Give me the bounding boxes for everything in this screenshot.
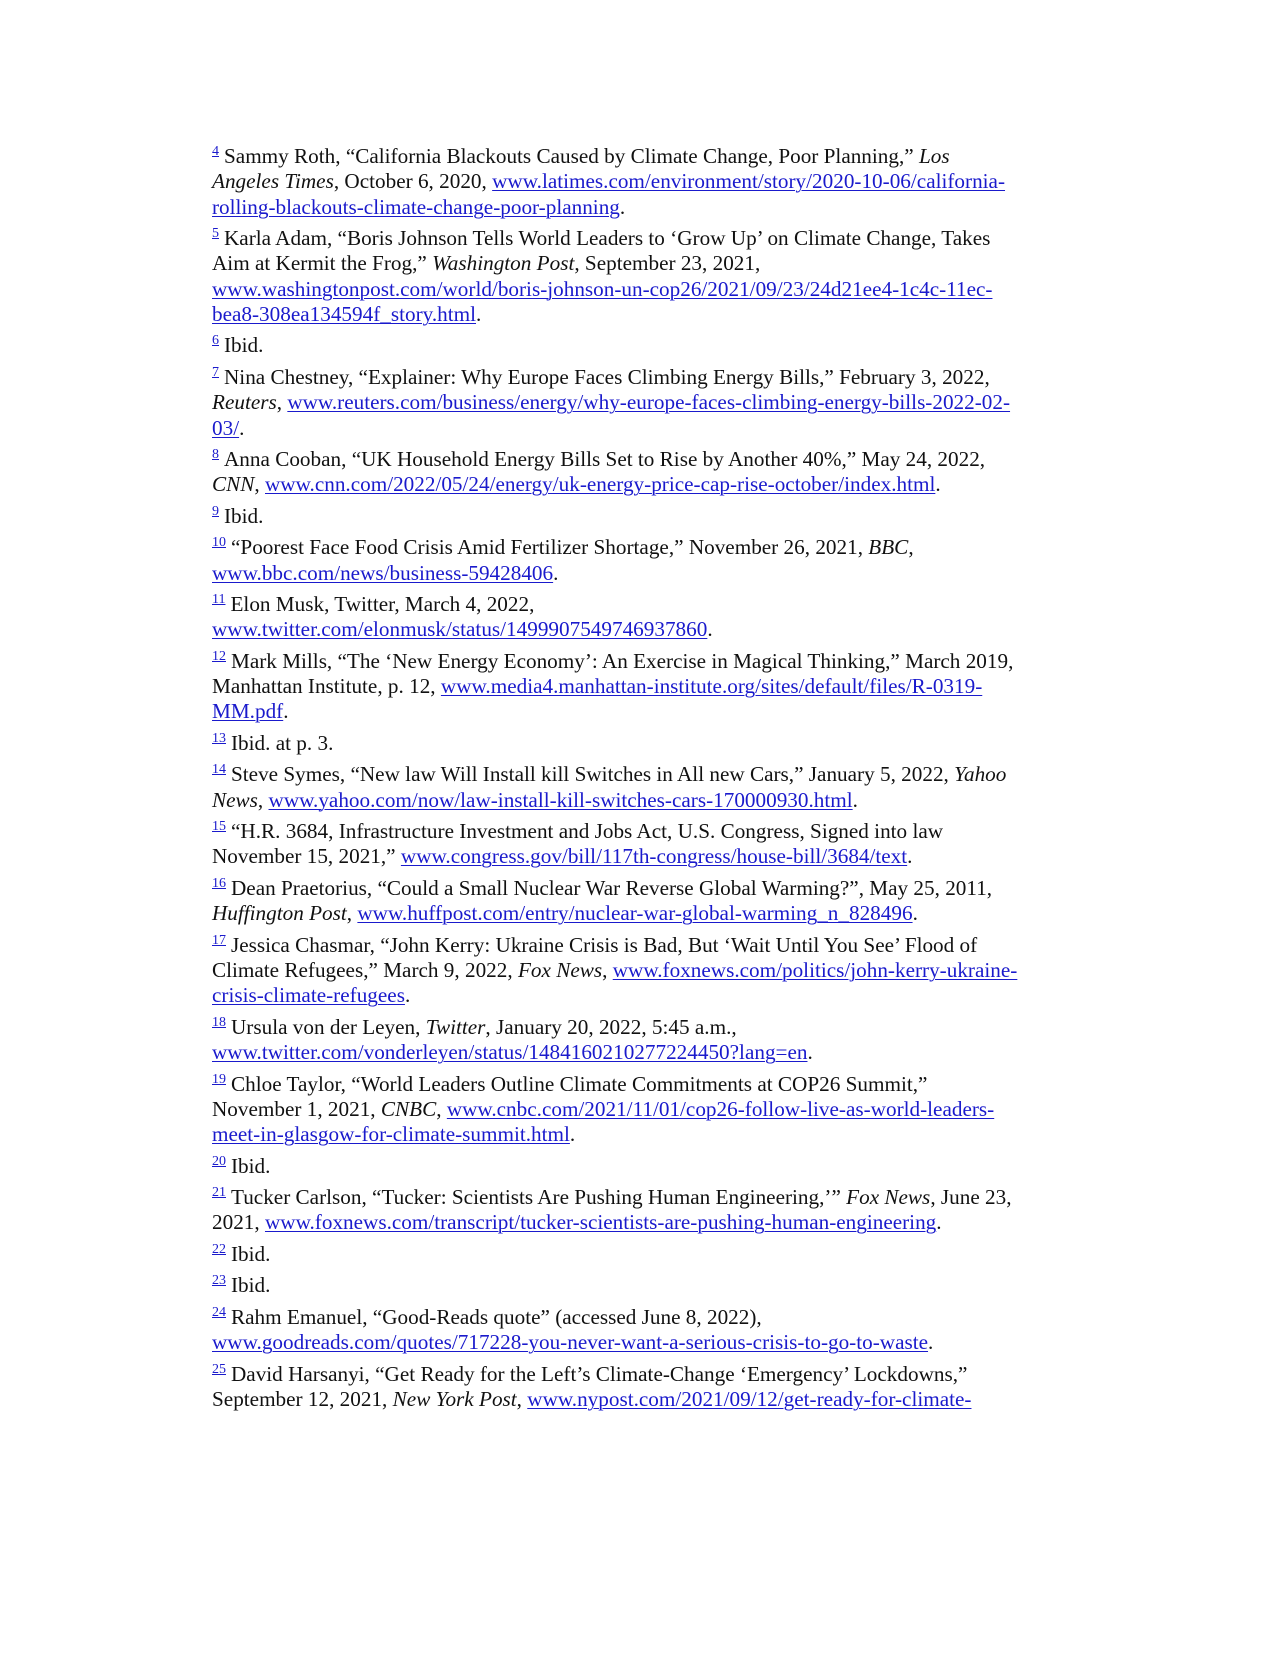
citation-text: ,	[602, 958, 613, 983]
footnote-line	[212, 1387, 1072, 1412]
citation-text: Ibid.	[231, 1153, 271, 1178]
citation-url-link[interactable]: www.washingtonpost.com/world/boris-johnson-un-cop26/2021/09/23/24d21ee4-1c4c-11ec-	[212, 276, 993, 301]
footnote-line	[212, 901, 1072, 926]
footnote-line	[212, 592, 1072, 617]
footnote-number-link[interactable]: 9	[212, 503, 219, 519]
footnote-number-link[interactable]: 21	[212, 1185, 226, 1201]
citation-text: “H.R. 3684, Infrastructure Investment and Jobs Act, U.S. Congress, Signed into law	[231, 819, 944, 844]
footnote-line	[212, 958, 1072, 983]
citation-text: .	[935, 472, 941, 497]
footnote-number-link[interactable]: 11	[212, 592, 226, 608]
citation-text: David Harsanyi, “Get Ready for the Left’s Climate-Change ‘Emergency’ Lockdowns,”	[231, 1361, 968, 1386]
citation-text: Mark Mills, “The ‘New Energy Economy’: An Exercise in Magical Thinking,” March 2019,	[231, 648, 1014, 673]
citation-text: Ursula von der Leyen,	[231, 1014, 426, 1039]
footnote-number-link[interactable]: 20	[212, 1153, 226, 1169]
citation-text: “Poorest Face Food Crisis Amid Fertilizer Shortage,” November 26, 2021,	[231, 535, 869, 560]
footnote-6	[212, 333, 1072, 358]
publication-title: News	[212, 787, 258, 812]
footnote-number-link[interactable]: 24	[212, 1304, 226, 1320]
footnote-number-link[interactable]: 12	[212, 648, 226, 664]
citation-url-link[interactable]: 03/	[212, 415, 240, 440]
citation-url-link[interactable]: www.media4.manhattan-institute.org/sites/default/files/R-0319-	[440, 674, 983, 699]
citation-url-link[interactable]: www.cnn.com/2022/05/24/energy/uk-energy-price-cap-rise-october/index.html	[265, 472, 936, 497]
citation-text: Dean Praetorius, “Could a Small Nuclear War Reverse Global Warming?”, May 25, 2011,	[231, 875, 993, 900]
footnote-number-link[interactable]: 4	[212, 144, 219, 159]
citation-text: .	[283, 699, 289, 724]
citation-text: November 1, 2021,	[212, 1096, 381, 1121]
footnote-line	[212, 731, 1072, 756]
footnote-line	[212, 535, 1072, 560]
footnote-13	[212, 731, 1072, 756]
footnote-line	[212, 844, 1072, 869]
footnote-16	[212, 876, 1072, 927]
footnote-7	[212, 365, 1072, 441]
footnote-line	[212, 762, 1072, 787]
footnote-number-link[interactable]: 22	[212, 1241, 226, 1257]
publication-title: New York Post	[392, 1387, 517, 1411]
footnote-line	[212, 277, 1072, 302]
footnote-line	[212, 333, 1072, 358]
citation-url-link[interactable]: www.huffpost.com/entry/nuclear-war-global-warming_n_828496	[357, 901, 913, 926]
footnote-line	[212, 699, 1072, 724]
citation-url-link[interactable]: www.cnbc.com/2021/11/01/cop26-follow-live-as-world-leaders-	[446, 1096, 995, 1121]
citation-text: .	[928, 1330, 934, 1355]
publication-title: CNN	[212, 472, 255, 497]
citation-text: ,	[346, 901, 358, 926]
footnote-number-link[interactable]: 14	[212, 762, 226, 778]
citation-url-link[interactable]: MM.pdf	[212, 699, 284, 724]
footnotes-page	[212, 144, 1072, 1418]
footnote-5	[212, 226, 1072, 327]
citation-url-link[interactable]: www.twitter.com/elonmusk/status/1499907549746937860	[212, 617, 708, 642]
footnote-line	[212, 169, 1072, 194]
citation-text: .	[807, 1040, 813, 1065]
citation-text: .	[707, 617, 713, 642]
footnote-10	[212, 535, 1072, 586]
citation-text: Ibid.	[231, 1241, 271, 1266]
footnote-line	[212, 1362, 1072, 1387]
footnote-line	[212, 1122, 1072, 1147]
citation-text: .	[476, 301, 482, 326]
footnote-line	[212, 1242, 1072, 1267]
footnote-15	[212, 819, 1072, 870]
footnote-number-link[interactable]: 17	[212, 932, 226, 948]
citation-text: September 12, 2021,	[212, 1387, 393, 1411]
citation-url-link[interactable]: www.nypost.com/2021/09/12/get-ready-for-climate-	[527, 1387, 972, 1411]
citation-text: , June 23,	[930, 1185, 1012, 1210]
citation-text: .	[404, 983, 411, 1008]
footnote-line	[212, 1040, 1072, 1065]
footnote-17	[212, 933, 1072, 1009]
publication-title: Huffington Post	[212, 901, 347, 926]
citation-text: .	[569, 1122, 576, 1147]
citation-text: Karla Adam, “Boris Johnson Tells World Leaders to ‘Grow Up’ on Climate Change, Takes	[224, 226, 991, 251]
footnote-line	[212, 1072, 1072, 1097]
citation-url-link[interactable]: www.bbc.com/news/business-59428406	[212, 560, 554, 585]
citation-text: ,	[908, 535, 914, 560]
footnote-line	[212, 876, 1072, 901]
citation-text: .	[936, 1210, 942, 1235]
footnote-23	[212, 1273, 1072, 1298]
footnote-number-link[interactable]: 15	[212, 819, 226, 835]
footnote-line	[212, 504, 1072, 529]
publication-title: Fox News	[846, 1185, 931, 1210]
citation-text: , October 6, 2020,	[333, 169, 493, 194]
footnote-line	[212, 144, 1072, 169]
footnote-19	[212, 1072, 1072, 1148]
footnote-number-link[interactable]: 19	[212, 1071, 226, 1087]
footnote-line	[212, 195, 1072, 220]
citation-text: , January 20, 2022, 5:45 a.m.,	[485, 1014, 737, 1039]
footnote-number-link[interactable]: 10	[212, 535, 226, 551]
footnote-line	[212, 983, 1072, 1008]
publication-title: Los	[918, 144, 950, 168]
footnote-line	[212, 1273, 1072, 1298]
citation-text: Manhattan Institute, p. 12,	[212, 674, 441, 699]
citation-text: Ibid.	[231, 1273, 271, 1298]
footnote-14	[212, 762, 1072, 813]
footnote-20	[212, 1154, 1072, 1179]
footnote-line	[212, 1154, 1072, 1179]
publication-title: Fox News	[517, 958, 603, 983]
citation-text: Ibid.	[224, 333, 264, 358]
footnote-line	[212, 1185, 1072, 1210]
footnote-number-link[interactable]: 18	[212, 1014, 226, 1030]
publication-title: CNBC	[380, 1096, 437, 1121]
footnote-line	[212, 933, 1072, 958]
footnote-line	[212, 302, 1072, 327]
citation-text: ,	[276, 390, 288, 415]
footnote-number-link[interactable]: 7	[212, 364, 219, 380]
citation-text: Climate Refugees,” March 9, 2022,	[212, 958, 518, 983]
citation-text: .	[553, 560, 559, 585]
footnote-line	[212, 251, 1072, 276]
citation-text: .	[907, 844, 913, 869]
footnote-line	[212, 472, 1072, 497]
citation-text: ,	[516, 1387, 528, 1411]
citation-text: Ibid. at p. 3.	[231, 730, 334, 755]
citation-text: Nina Chestney, “Explainer: Why Europe Faces Climbing Energy Bills,” February 3, 2022,	[224, 364, 990, 389]
footnote-line	[212, 617, 1072, 642]
footnote-line	[212, 1330, 1072, 1355]
footnote-number-link[interactable]: 13	[212, 730, 226, 746]
citation-text: Sammy Roth, “California Blackouts Caused by Climate Change, Poor Planning,”	[224, 144, 919, 168]
citation-url-link[interactable]: www.foxnews.com/politics/john-kerry-ukraine-	[612, 958, 1018, 983]
footnote-line	[212, 819, 1072, 844]
citation-text: ,	[254, 472, 265, 497]
citation-url-link[interactable]: www.foxnews.com/transcript/tucker-scientists-are-pushing-human-engineering	[264, 1210, 937, 1235]
footnote-11	[212, 592, 1072, 643]
footnote-line	[212, 561, 1072, 586]
publication-title: Angeles Times	[212, 169, 334, 194]
citation-text: Chloe Taylor, “World Leaders Outline Climate Commitments at COP26 Summit,”	[231, 1071, 928, 1096]
citation-text: Ibid.	[224, 503, 264, 528]
citation-url-link[interactable]: www.reuters.com/business/energy/why-europe-faces-climbing-energy-bills-2022-02-	[287, 390, 1011, 415]
footnote-line	[212, 649, 1072, 674]
citation-text: .	[619, 194, 626, 219]
footnote-number-link[interactable]: 16	[212, 875, 226, 891]
footnote-line	[212, 674, 1072, 699]
citation-url-link[interactable]: www.congress.gov/bill/117th-congress/house-bill/3684/text	[400, 844, 908, 869]
footnote-number-link[interactable]: 5	[212, 226, 219, 242]
footnote-line	[212, 1015, 1072, 1040]
footnote-line	[212, 365, 1072, 390]
citation-text: .	[912, 901, 918, 926]
citation-url-link[interactable]: www.yahoo.com/now/law-install-kill-switches-cars-170000930.html	[268, 787, 853, 812]
citation-text: Jessica Chasmar, “John Kerry: Ukraine Crisis is Bad, But ‘Wait Until You See’ Flood of	[231, 932, 978, 957]
citation-text: ,	[436, 1096, 447, 1121]
footnote-number-link[interactable]: 25	[212, 1361, 226, 1377]
footnote-line	[212, 788, 1072, 813]
citation-text: 2021,	[212, 1210, 265, 1235]
publication-title: Twitter	[425, 1014, 486, 1039]
footnote-line	[212, 1097, 1072, 1122]
citation-url-link[interactable]: meet-in-glasgow-for-climate-summit.html	[212, 1122, 570, 1147]
footnote-21	[212, 1185, 1072, 1236]
citation-text: Tucker Carlson, “Tucker: Scientists Are Pushing Human Engineering,’”	[231, 1185, 847, 1210]
footnote-number-link[interactable]: 8	[212, 447, 219, 463]
footnote-line	[212, 416, 1072, 441]
citation-text: Elon Musk, Twitter, March 4, 2022,	[230, 592, 535, 617]
footnote-line	[212, 1210, 1072, 1235]
footnote-9	[212, 504, 1072, 529]
publication-title: Yahoo	[954, 762, 1007, 787]
citation-url-link[interactable]: crisis-climate-refugees	[212, 983, 405, 1008]
footnote-line	[212, 1305, 1072, 1330]
citation-url-link[interactable]: bea8-308ea134594f_story.html	[212, 301, 476, 326]
citation-text: Steve Symes, “New law Will Install kill Switches in All new Cars,” January 5, 2022,	[231, 762, 955, 787]
citation-url-link[interactable]: rolling-blackouts-climate-change-poor-planning	[212, 194, 620, 219]
citation-url-link[interactable]: www.goodreads.com/quotes/717228-you-never-want-a-serious-crisis-to-go-to-waste	[212, 1330, 929, 1355]
citation-text: Anna Cooban, “UK Household Energy Bills Set to Rise by Another 40%,” May 24, 2022,	[224, 447, 986, 472]
citation-text: ,	[257, 787, 269, 812]
footnote-18	[212, 1015, 1072, 1066]
footnote-4	[212, 144, 1072, 220]
publication-title: Reuters	[212, 390, 277, 415]
citation-text: .	[239, 415, 245, 440]
citation-text: , September 23, 2021,	[574, 251, 761, 276]
publication-title: Washington Post	[432, 251, 575, 276]
footnote-8	[212, 447, 1072, 498]
footnote-12	[212, 649, 1072, 725]
citation-url-link[interactable]: www.latimes.com/environment/story/2020-10-06/california-	[492, 169, 1006, 194]
citation-text: Rahm Emanuel, “Good-Reads quote” (accessed June 8, 2022),	[231, 1304, 762, 1329]
citation-url-link[interactable]: www.twitter.com/vonderleyen/status/1484160210277224450?lang=en	[212, 1040, 808, 1065]
footnote-number-link[interactable]: 23	[212, 1273, 226, 1289]
publication-title: BBC	[868, 535, 909, 560]
citation-text: Aim at Kermit the Frog,”	[212, 251, 433, 276]
footnote-24	[212, 1305, 1072, 1356]
footnote-number-link[interactable]: 6	[212, 333, 219, 349]
citation-text: November 15, 2021,”	[212, 844, 401, 869]
footnote-line	[212, 226, 1072, 251]
footnote-25	[212, 1362, 1072, 1413]
footnote-line	[212, 390, 1072, 415]
footnote-22	[212, 1242, 1072, 1267]
footnote-line	[212, 447, 1072, 472]
citation-text: .	[852, 787, 858, 812]
